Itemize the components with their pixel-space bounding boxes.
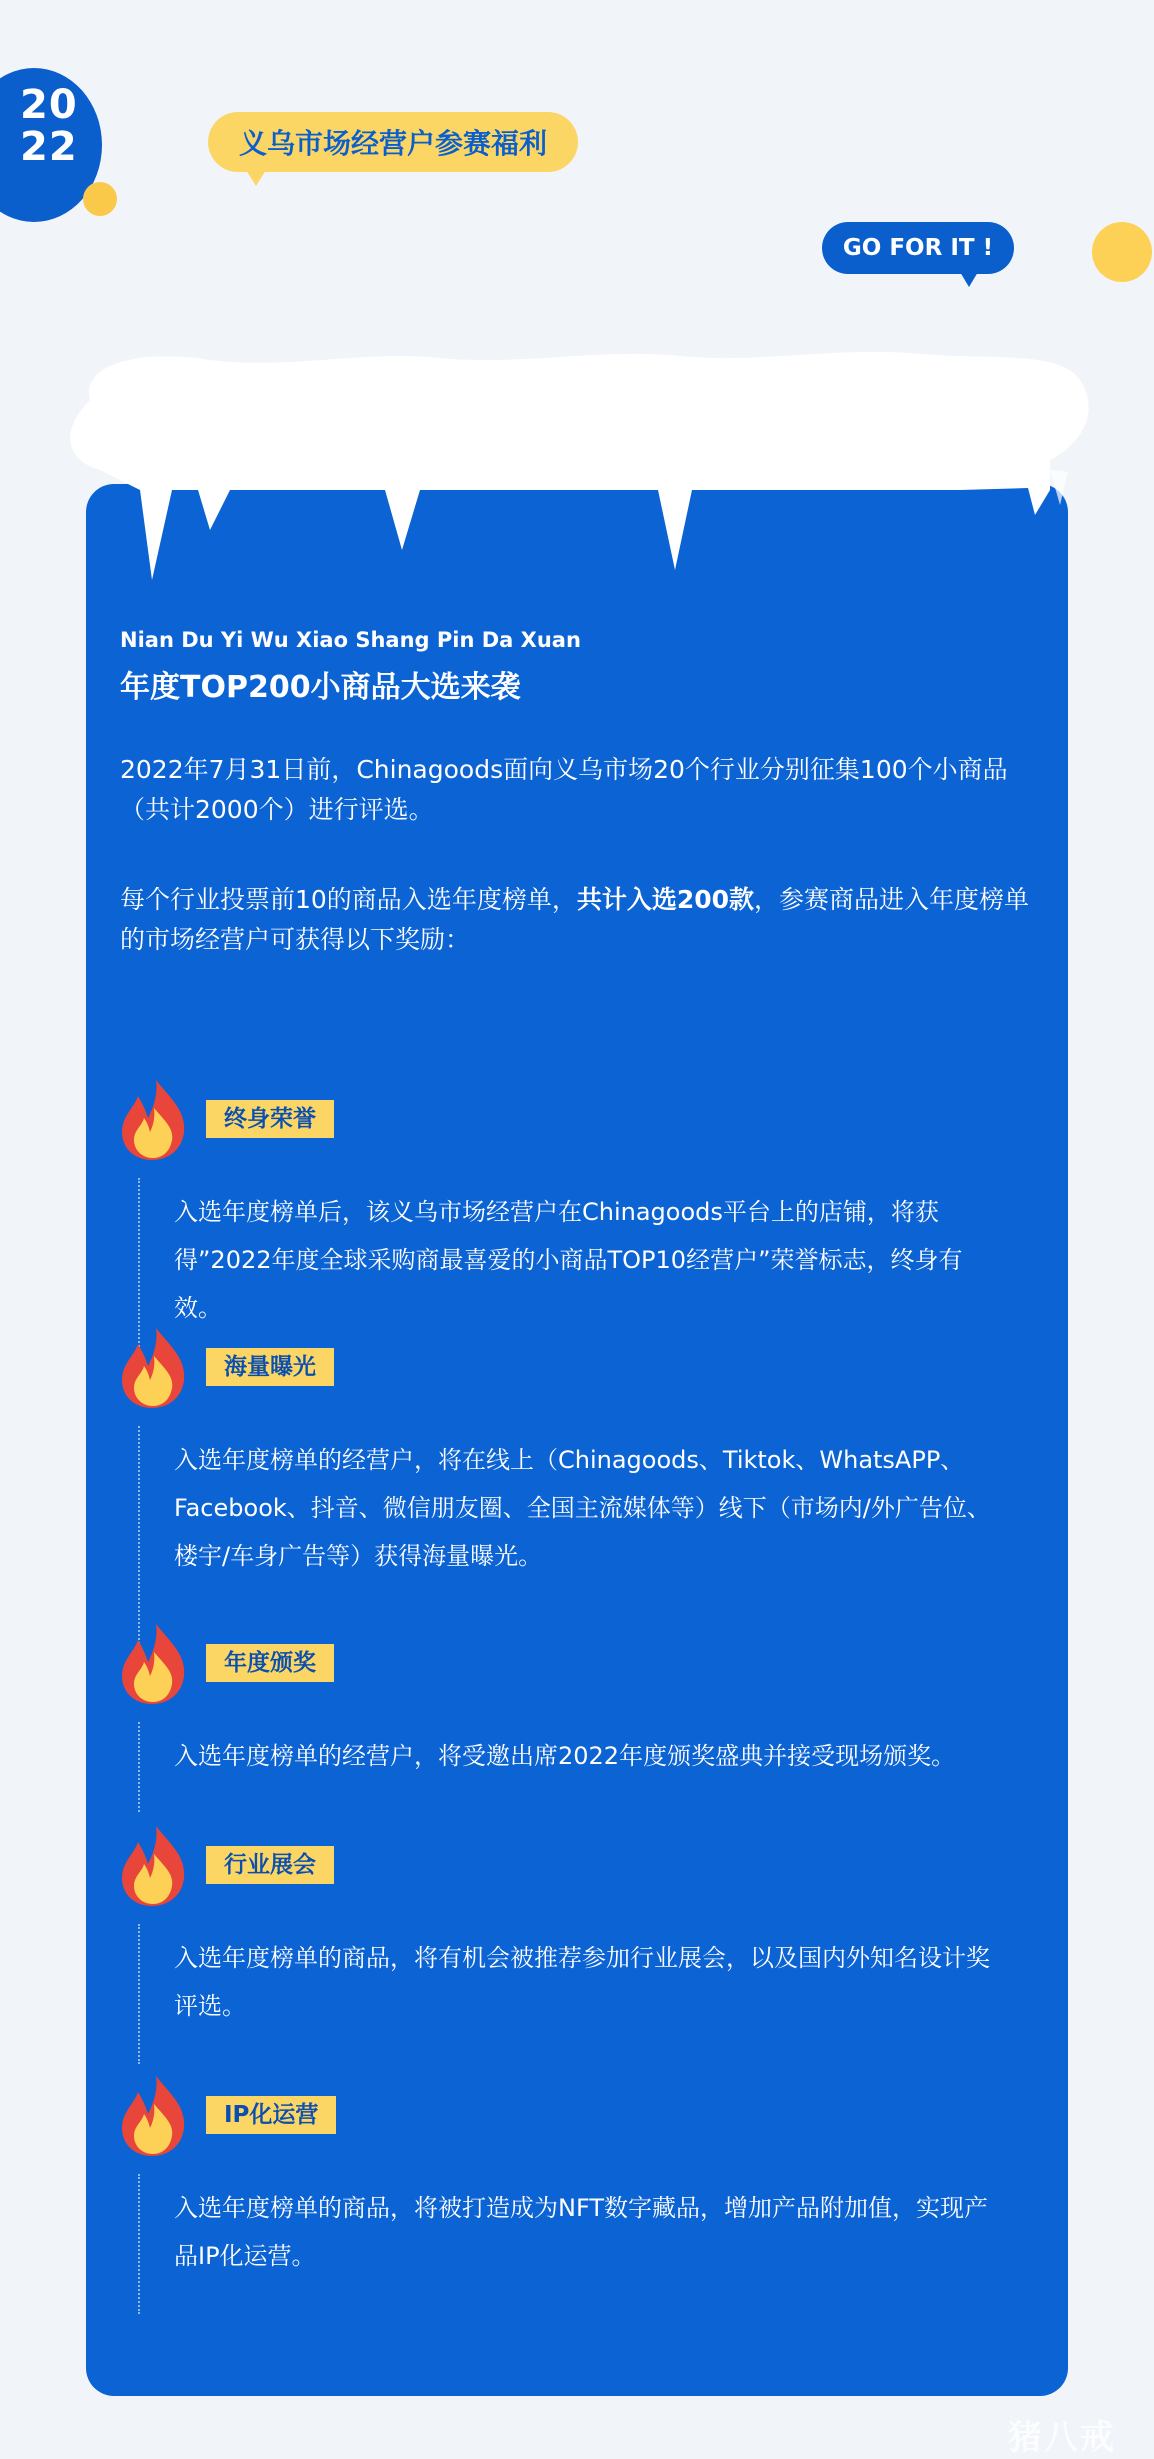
benefit-tag: 行业展会 (206, 1846, 334, 1884)
subtitle-pinyin: Nian Du Yi Wu Xiao Shang Pin Da Xuan (120, 628, 581, 652)
benefit-tag: IP化运营 (206, 2096, 336, 2134)
intro-paragraph: 2022年7月31日前，Chinagoods面向义乌市场20个行业分别征集100个小商品（共计2000个）进行评选。 (120, 755, 1008, 824)
speech-bubble-blue (822, 222, 1014, 274)
vote-paragraph (120, 880, 1040, 960)
benefit-tag: 年度颁奖 (206, 1644, 334, 1682)
benefit-tag: 海量曝光 (206, 1348, 334, 1386)
year-bottom: 22 (20, 124, 78, 170)
snow-cap-decoration (60, 340, 1100, 580)
benefit-text: 入选年度榜单的经营户，将受邀出席2022年度颁奖盛典并接受现场颁奖。 (174, 1742, 956, 1770)
decor-dot-right (1092, 222, 1152, 282)
flame-icon (118, 1078, 188, 1160)
year-top: 20 (20, 82, 78, 128)
flame-icon (118, 2074, 188, 2156)
vote-text-highlight: 共计入选200款 (576, 885, 755, 914)
bubble-yellow-label: 义乌市场经营户参赛福利 (238, 127, 547, 160)
watermark: 猪八戒 (1008, 2418, 1116, 2458)
flame-icon (118, 1326, 188, 1408)
bubble-tail (246, 170, 266, 186)
decor-dot-small (83, 182, 117, 216)
benefit-text: 入选年度榜单的经营户，将在线上（Chinagoods、Tiktok、WhatsAPP、Facebook、抖音、微信朋友圈、全国主流媒体等）线下（市场内/外广告位、楼宇/车身广告等）获得海量曝光。 (174, 1446, 991, 1570)
flame-icon (118, 1824, 188, 1906)
benefit-text: 入选年度榜单的商品，将被打造成为NFT数字藏品，增加产品附加值，实现产品IP化运营。 (174, 2194, 988, 2270)
benefit-tag: 终身荣誉 (206, 1100, 334, 1138)
dotted-divider (138, 1924, 140, 2064)
dotted-divider (138, 1722, 140, 1812)
dotted-divider (138, 2174, 140, 2314)
flame-icon (118, 1622, 188, 1704)
bubble-tail (960, 272, 978, 287)
year-text (20, 84, 90, 168)
speech-bubble-yellow (208, 112, 578, 172)
vote-text-post: ，参赛商品进入年度榜单的市场经营户可获得以下奖励： (120, 885, 1030, 954)
benefit-text: 入选年度榜单后，该义乌市场经营户在Chinagoods平台上的店铺，将获得”2022年度全球采购商最喜爱的小商品TOP10经营户”荣誉标志，终身有效。 (174, 1198, 963, 1322)
card-title: 年度TOP200小商品大选来袭 (120, 670, 521, 705)
vote-text-pre: 每个行业投票前10的商品入选年度榜单， (120, 885, 577, 914)
benefit-text: 入选年度榜单的商品，将有机会被推荐参加行业展会，以及国内外知名设计奖评选。 (174, 1944, 990, 2020)
bubble-blue-label: GO FOR IT ! (842, 235, 994, 261)
